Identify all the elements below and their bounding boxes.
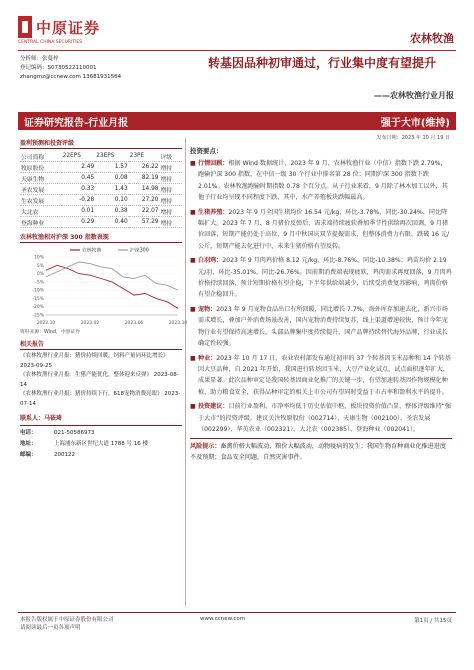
legend-label: 沪深300 <box>130 248 149 254</box>
address-label: 地址： <box>20 441 37 447</box>
table-cell: 增持 <box>159 173 182 184</box>
table-cell: 1.57 <box>95 162 128 173</box>
contact-address <box>20 439 182 450</box>
chart-source: 资料来源：Wind，中原证券 <box>20 330 81 335</box>
y-tick-label: -15% <box>32 296 44 302</box>
bullet-icon: ■ <box>190 403 196 411</box>
table-row <box>20 184 182 195</box>
table-header: 22EPS <box>62 151 95 162</box>
point-item <box>190 401 452 435</box>
point-body: 2023 年 9 月肉鸡价格 8.12 元/kg，环比-8.76%，同比-10.38%；鸡苗均价 2.19 元/羽，环比-35.01%，同比-26.76%。因前期消费端表现疲软，鸡肉需求再度回落，9 月肉鸡价格持续回落，预计短期价格有望企稳，下半年供给端减少，后续受消费复苏影响，鸡肉价格有望企稳回升。 <box>198 257 452 299</box>
related-list <box>20 352 182 409</box>
column-divider <box>185 138 186 606</box>
table-cell: 27.20 <box>129 195 160 206</box>
publish-date: 发布日期：2023 年 10 月 19 日 <box>376 135 450 141</box>
right-column <box>190 146 452 463</box>
point-head: 白羽鸡： <box>198 257 223 265</box>
left-column <box>20 138 188 461</box>
analyst-name: 分析师：张蔓梓 <box>20 56 59 62</box>
report-title: 转基因品种初审通过，行业集中度有望提升 <box>207 56 436 70</box>
related-title: 相关报告 <box>20 339 182 350</box>
bullet-icon: ■ <box>190 160 196 167</box>
page-number: 第1页 / 共15页 <box>414 618 452 624</box>
table-cell: 0.33 <box>62 184 95 195</box>
table-cell: 增持 <box>159 206 182 217</box>
report-band <box>18 112 456 130</box>
risk-head: 风险提示： <box>190 443 221 451</box>
footer-left <box>20 616 114 632</box>
y-tick-label: 0% <box>36 272 44 278</box>
y-tick-label: 5% <box>36 263 44 269</box>
contact-title: 联系人：马嵚琦 <box>20 413 182 426</box>
phone-value: 021-50586973 <box>54 430 95 436</box>
table-cell: 增持 <box>159 217 182 228</box>
logo-mark-icon <box>18 16 32 38</box>
table-cell: 14.98 <box>129 184 160 195</box>
bullet-icon: ■ <box>190 354 196 362</box>
related-item[interactable]: 《农林牧渔行业月报：生猪产能优化，整体迎来反弹》 2023-08-14 <box>20 372 179 388</box>
related-item[interactable]: 《农林牧渔行业月报：猪价持续下行，618宠物消费亮眼》 2023-07-14 <box>20 391 181 407</box>
point-body: 目前行业盈利、市净率均低于历史估值中枢，板块投资价值凸显，整体评级维持“强于大市”的投资评级。建议关注牧原股份（002714）、天康生物（002100）、圣农发展（002299）、华英农业（002321）、大北农（002385）、登海种业（002041）。 <box>198 403 452 433</box>
point-head: 宠物： <box>198 305 217 313</box>
table-cell: 22.07 <box>129 206 160 217</box>
legend-label: 农林牧渔 <box>82 248 102 254</box>
table-cell: -0.28 <box>62 195 95 206</box>
table-cell: 0.40 <box>95 217 128 228</box>
table-header: 23PE <box>129 151 160 162</box>
brand-logo <box>18 16 100 38</box>
table-row <box>20 162 182 173</box>
point-head: 种业： <box>198 354 217 362</box>
point-head: 投资建议： <box>198 403 229 411</box>
table-cell: 26.22 <box>129 162 160 173</box>
table-cell: 0.10 <box>95 195 128 206</box>
table-cell: 天康生物 <box>20 173 62 184</box>
series-line <box>46 262 178 290</box>
zip-value: 200122 <box>54 452 75 458</box>
risk-body: 畜禽价格大幅波动，粮价大幅波动，动物疫病的发生；我国生物育种商业化推进进度不及预期；食品安全问题，自然灾害事件。 <box>190 443 446 462</box>
zip-label: 邮编： <box>20 452 37 458</box>
table-row <box>20 173 182 184</box>
y-tick-label: 10% <box>33 255 44 261</box>
phone-label: 电话： <box>20 430 37 436</box>
table-cell: 0.38 <box>95 206 128 217</box>
point-item <box>190 158 452 204</box>
contact-zip <box>20 450 182 461</box>
table-cell: 0.08 <box>95 173 128 184</box>
point-body: 2023 年 10 月 17 日，农业农村部发布通过初审的 37 个转基因玉米品种和 14 个转基因大豆品种，自 2021 年开始，我国进行转基因玉米、大豆产业化试点，试点面积逐年扩大，成果显著。此次品种审定是我国转基因商业化推广的关键一步，有望加速转基因作物规模化种植，助力粮食安全，获得品种审定的相关上市公司有望同时受益于市占率和盈利水平的提升。 <box>198 354 451 396</box>
chart-title: 农林牧渔相对沪深 300 指数表现 <box>20 232 182 243</box>
bullet-icon: ■ <box>190 208 196 216</box>
performance-chart <box>20 232 188 335</box>
address-value: 上海浦东新区世纪大道 1788 号 16 楼 <box>54 441 148 447</box>
header-divider <box>18 50 456 51</box>
point-body: 2023 年 9 月全国生猪均价 16.54 元/kg，环比-3.78%，同比-30.24%，同比降幅扩大。2023 年 7 月、8 月猪价反弹后，需求端持续疲软叠加季节性供给再次回调，9 月猪价回落，短期产能仍处于高位，9 月中秋国庆双节提振需求，但整体消费力有限，跌破 16 元/公斤，短期产能去化进行中，未来生猪价格有望反转。 <box>198 208 450 250</box>
table-cell: 增持 <box>159 195 182 206</box>
table-cell: 登海种业 <box>20 217 62 228</box>
point-item <box>190 255 452 301</box>
point-item <box>190 304 452 350</box>
table-cell: 1.43 <box>95 184 128 195</box>
x-tick-label: 2023.02 <box>80 321 100 326</box>
table-cell: 增持 <box>159 162 182 173</box>
series-line <box>46 265 178 308</box>
y-tick-label: -20% <box>32 305 44 311</box>
table-cell: 0.29 <box>62 217 95 228</box>
table-header-row <box>20 151 182 162</box>
footer-url[interactable]: www.ccnew.com <box>200 616 246 622</box>
point-body: 2023 年 9 月宠物食品出口有所回暖，同比增长 7.7%，海外库存加速去化，新兴市场需求增长，叠加户外消费场景改善，国内宠物消费持续复苏，线上渠道增速较快，预计今年宠物行业有望保持高速增长，头部品牌集中度持续提升，国产品牌持续替代海外品牌，行业成长确定性较强。 <box>198 305 448 348</box>
analyst-info <box>20 55 160 82</box>
ratings-title: 盈利预测和投资评级 <box>20 138 182 149</box>
x-tick-label: 2022.10 <box>36 321 56 326</box>
analyst-contact: zhangmz@ccnew.com 13681931564 <box>20 74 122 80</box>
chart-svg <box>20 245 188 327</box>
y-tick-label: -10% <box>32 288 44 294</box>
footer-divider <box>18 612 456 613</box>
x-tick-label: 2023.06 <box>124 321 144 326</box>
report-subtitle: ——农林牧渔行业月报 <box>374 91 454 100</box>
y-tick-label: -5% <box>35 280 44 286</box>
contact-phone <box>20 428 182 439</box>
table-cell: 增持 <box>159 184 182 195</box>
table-cell: 0.45 <box>62 173 95 184</box>
logo-text: 中原证券 <box>36 18 101 37</box>
table-cell: 57.29 <box>129 217 160 228</box>
bullet-icon: ■ <box>190 305 196 313</box>
table-row <box>20 195 182 206</box>
table-cell: 大北农 <box>20 206 62 217</box>
table-cell: 生农发展 <box>20 195 62 206</box>
analyst-code: 登记编码：S0730522110001 <box>20 65 97 71</box>
bullet-icon: ■ <box>190 257 196 265</box>
point-head: 生猪养殖： <box>198 208 229 216</box>
point-item <box>190 207 452 253</box>
contact-block <box>20 413 182 461</box>
copyright: 本报告版权属于中原证券股份有限公司 <box>20 617 114 623</box>
points-title: 投资要点： <box>190 147 223 155</box>
logo-subtext: CENTRAL CHINA SECURITIES <box>18 40 83 45</box>
point-item <box>190 353 452 399</box>
table-cell: 2.49 <box>62 162 95 173</box>
table-header: 公司简称 <box>20 151 62 162</box>
risk-warning <box>190 438 452 463</box>
table-row <box>20 217 182 228</box>
table-cell: 82.19 <box>129 173 160 184</box>
table-cell: 圣农发展 <box>20 184 62 195</box>
industry-rating: 强于大市(维持) <box>380 117 450 129</box>
table-cell: 牧原股份 <box>20 162 62 173</box>
ratings-table <box>20 151 182 228</box>
related-item[interactable]: 《农林牧渔行业月报：猪价持续回暖，饲料产量同环比增长》 2023-09-25 <box>20 353 169 369</box>
table-cell: 0.01 <box>62 206 95 217</box>
table-header: 评级 <box>159 151 182 162</box>
table-header: 23EPS <box>95 151 128 162</box>
industry-category: 农林牧渔 <box>410 32 454 45</box>
report-type: 证券研究报告-行业月报 <box>24 117 129 129</box>
x-tick-label: 2023.10 <box>168 321 188 326</box>
table-row <box>20 206 182 217</box>
point-body: 根据 Wind 数据统计，2023 年 9 月，农林牧渔行业（中信）指数下跌 2.79%，跑输沪深 300 指数，在中信一级 30 个行业中排名第 28 位；同期沪深 300 指数下跌 2.01%。农林牧渔跑输时期指数 0.78 个百分点。从子行业来看，9 月除了林木加工以外，其他子行业均呈现不同程度下跌，其中，水产养殖板块跌幅最高。 <box>198 160 448 202</box>
point-head: 行情回顾： <box>198 160 229 167</box>
disclaimer-note: 请阅读最后一页各项声明 <box>20 625 81 631</box>
y-tick-label: -25% <box>32 313 44 319</box>
